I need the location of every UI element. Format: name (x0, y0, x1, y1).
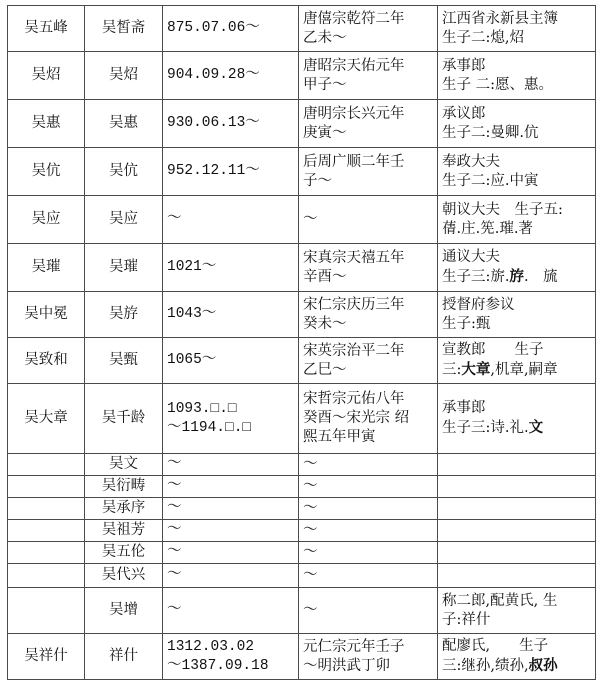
note-cell (438, 634, 596, 680)
date-cell (163, 148, 299, 196)
note-line: 宣教郎 生子 (442, 342, 544, 358)
date-cell (163, 498, 299, 520)
alias-name-cell: 吴五伦 (85, 542, 163, 564)
note-line: 子:祥什 (442, 611, 491, 628)
table-body (8, 6, 596, 680)
era-cell (299, 196, 438, 244)
alias-name-cell: 吴增 (85, 588, 163, 634)
person-name-cell: 吴炤 (8, 52, 85, 100)
note-line: 通议大夫 (442, 249, 500, 265)
emphasized-name: 斿 (509, 268, 524, 285)
era-cell (299, 244, 438, 292)
note-line: 生子 二:愿、惠。 (442, 76, 553, 93)
date-line: 1021～ (167, 259, 217, 275)
note-line: 生子三:旂.斿. 旈 (442, 268, 558, 285)
alias-name-cell: 吴文 (85, 454, 163, 476)
note-line: 三:大章,机章,嗣章 (442, 361, 558, 378)
person-name-cell: 吴致和 (8, 338, 85, 384)
table-row (8, 196, 596, 244)
date-cell (163, 476, 299, 498)
alias-name-cell: 吴应 (85, 196, 163, 244)
note-line: 承事郎 (442, 400, 486, 416)
note-cell (438, 498, 596, 520)
era-line: 癸酉～宋光宗 绍 (303, 410, 410, 426)
era-line: 唐明宗长兴元年 (303, 105, 405, 122)
genealogy-table (7, 5, 596, 680)
date-cell (163, 338, 299, 384)
alias-name-cell: 吴伉 (85, 148, 163, 196)
era-line: 乙巳～ (303, 361, 347, 378)
era-line: 宋英宗治平二年 (303, 342, 405, 359)
note-cell (438, 542, 596, 564)
note-cell (438, 384, 596, 454)
table-row (8, 148, 596, 196)
note-cell (438, 52, 596, 100)
era-line: ～ (303, 478, 318, 494)
era-line: ～ (303, 522, 318, 538)
era-line: ～明洪武丁卯 (303, 657, 390, 674)
table-row (8, 520, 596, 542)
date-line: ～ (167, 602, 182, 618)
note-line: 授督府参议 (442, 296, 515, 313)
table-row (8, 244, 596, 292)
date-cell (163, 384, 299, 454)
note-cell (438, 100, 596, 148)
era-line: 熙五年甲寅 (303, 429, 376, 445)
person-name-cell (8, 520, 85, 542)
era-cell (299, 564, 438, 588)
note-line: 生子二:应.中寅 (442, 172, 539, 189)
era-cell (299, 520, 438, 542)
person-name-cell (8, 498, 85, 520)
date-cell (163, 6, 299, 52)
alias-name-cell: 吴千龄 (85, 384, 163, 454)
alias-name-cell: 吴璀 (85, 244, 163, 292)
date-line: ～ (167, 522, 182, 538)
person-name-cell (8, 476, 85, 498)
person-name-cell (8, 542, 85, 564)
note-line: 承议郎 (442, 105, 486, 122)
era-line: 后周广顺二年壬 (303, 153, 405, 170)
era-cell (299, 6, 438, 52)
date-line: 1312.03.02 (167, 638, 255, 655)
person-name-cell: 吴应 (8, 196, 85, 244)
note-line: 江西省永新县主簿 (442, 10, 558, 27)
era-line: 唐昭宗天佑元年 (303, 57, 405, 74)
era-line: 乙未～ (303, 29, 347, 46)
note-line: 称二郎,配黄氏, 生 (442, 592, 558, 609)
note-cell (438, 476, 596, 498)
date-cell (163, 564, 299, 588)
person-name-cell: 吴璀 (8, 244, 85, 292)
date-cell (163, 100, 299, 148)
era-line: 宋真宗天禧五年 (303, 249, 405, 266)
date-line: ～1387.09.18 (167, 657, 269, 674)
alias-name-cell: 吴斿 (85, 292, 163, 338)
emphasized-name: 大章 (461, 361, 491, 378)
date-cell (163, 196, 299, 244)
note-cell (438, 6, 596, 52)
note-cell (438, 196, 596, 244)
date-cell (163, 454, 299, 476)
era-line: 甲子～ (303, 76, 347, 93)
emphasized-name: 叔孙 (528, 657, 558, 674)
date-line: ～ (167, 500, 182, 516)
date-line: 930.06.13～ (167, 115, 260, 131)
table-row (8, 6, 596, 52)
date-line: ～1194.□.□ (167, 419, 252, 436)
person-name-cell: 吴祥什 (8, 634, 85, 680)
table-row (8, 476, 596, 498)
era-line: ～ (303, 567, 318, 583)
alias-name-cell: 吴皙斋 (85, 6, 163, 52)
note-cell (438, 338, 596, 384)
date-cell (163, 292, 299, 338)
era-line: 宋哲宗元佑八年 (303, 391, 405, 407)
era-cell (299, 454, 438, 476)
date-line: ～ (167, 211, 182, 227)
date-cell (163, 588, 299, 634)
date-line: 1065～ (167, 352, 217, 368)
note-cell (438, 292, 596, 338)
alias-name-cell: 吴承序 (85, 498, 163, 520)
table-row (8, 100, 596, 148)
table-row (8, 498, 596, 520)
table-row (8, 454, 596, 476)
table-row (8, 292, 596, 338)
table-row (8, 52, 596, 100)
note-cell (438, 148, 596, 196)
era-cell (299, 384, 438, 454)
note-line: 生子二:熄,炤 (442, 29, 524, 46)
era-cell (299, 542, 438, 564)
note-cell (438, 564, 596, 588)
era-line: 辛酉～ (303, 268, 347, 285)
table-row (8, 542, 596, 564)
person-name-cell (8, 454, 85, 476)
date-line: ～ (167, 456, 182, 472)
note-cell (438, 244, 596, 292)
era-cell (299, 588, 438, 634)
date-cell (163, 542, 299, 564)
alias-name-cell: 吴祖芳 (85, 520, 163, 542)
alias-name-cell: 吴惠 (85, 100, 163, 148)
person-name-cell: 吴伉 (8, 148, 85, 196)
table-row (8, 384, 596, 454)
date-line: ～ (167, 544, 182, 560)
date-cell (163, 520, 299, 542)
date-line: ～ (167, 478, 182, 494)
date-line: 1093.□.□ (167, 400, 237, 417)
era-cell (299, 292, 438, 338)
date-line: ～ (167, 567, 182, 583)
alias-name-cell: 吴代兴 (85, 564, 163, 588)
note-line: 配廖氏, 生子 (442, 638, 549, 654)
note-line: 三:继孙,绩孙,叔孙 (442, 657, 558, 674)
note-line: 蒨.庄.筅.璀.著 (442, 220, 533, 237)
note-line: 承事郎 (442, 57, 486, 74)
era-line: ～ (303, 456, 318, 472)
era-line: ～ (303, 500, 318, 516)
note-line: 生子三:诗.礼.文 (442, 419, 544, 436)
era-line: ～ (303, 211, 318, 227)
note-cell (438, 588, 596, 634)
era-cell (299, 498, 438, 520)
note-cell (438, 520, 596, 542)
era-line: 子～ (303, 172, 332, 189)
person-name-cell (8, 564, 85, 588)
note-cell (438, 454, 596, 476)
era-line: 唐僖宗乾符二年 (303, 10, 405, 27)
person-name-cell: 吴中冕 (8, 292, 85, 338)
era-line: 癸未～ (303, 315, 347, 332)
table-row (8, 338, 596, 384)
era-line: 庚寅～ (303, 124, 347, 141)
date-cell (163, 52, 299, 100)
date-line: 904.09.28～ (167, 67, 260, 83)
era-cell (299, 634, 438, 680)
era-cell (299, 148, 438, 196)
note-line: 生子:甄 (442, 315, 491, 332)
date-line: 875.07.06～ (167, 20, 260, 36)
date-line: 1043～ (167, 306, 217, 322)
era-cell (299, 100, 438, 148)
alias-name-cell: 吴衍畴 (85, 476, 163, 498)
alias-name-cell: 吴甄 (85, 338, 163, 384)
table-row (8, 564, 596, 588)
person-name-cell: 吴大章 (8, 384, 85, 454)
era-line: 元仁宗元年壬子 (303, 638, 405, 655)
note-line: 朝议大夫 生子五: (442, 201, 563, 218)
note-line: 奉政大夫 (442, 153, 500, 170)
date-cell (163, 244, 299, 292)
person-name-cell: 吴惠 (8, 100, 85, 148)
era-line: 宋仁宗庆历三年 (303, 296, 405, 313)
emphasized-name: 文 (528, 419, 544, 436)
person-name-cell: 吴五峰 (8, 6, 85, 52)
table-row (8, 634, 596, 680)
era-cell (299, 52, 438, 100)
era-line: ～ (303, 602, 318, 618)
era-line: ～ (303, 544, 318, 560)
alias-name-cell: 祥什 (85, 634, 163, 680)
date-cell (163, 634, 299, 680)
table-row (8, 588, 596, 634)
note-line: 生子二:曼卿.伉 (442, 124, 539, 141)
date-line: 952.12.11～ (167, 163, 260, 179)
era-cell (299, 476, 438, 498)
alias-name-cell: 吴炤 (85, 52, 163, 100)
era-cell (299, 338, 438, 384)
person-name-cell (8, 588, 85, 634)
